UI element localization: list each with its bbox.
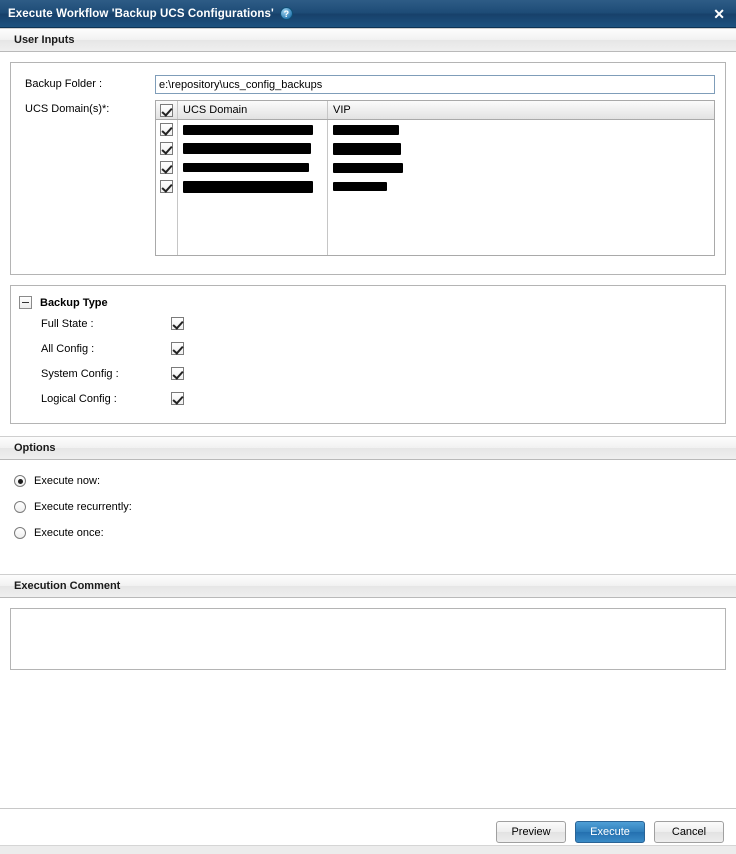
ucs-domains-label: UCS Domain(s)*: [25,103,110,115]
row-checkbox[interactable] [160,180,173,193]
backup-type-label: Logical Config : [41,392,117,405]
redacted-value [333,143,401,155]
minus-icon[interactable] [19,296,32,309]
user-inputs-header: User Inputs [0,28,736,52]
execute-once-label: Execute once: [34,527,104,539]
cell-ucs-domain[interactable] [178,177,327,196]
options-section [0,436,736,556]
close-icon[interactable]: ✕ [713,5,725,22]
redacted-value [183,163,309,172]
backup-folder-label: Backup Folder : [25,78,103,90]
options-header: Options [0,436,736,460]
grid-checkbox-column [156,120,178,255]
backup-type-item-all-config[interactable] [11,336,725,361]
all-config-checkbox[interactable] [171,342,184,355]
cell-ucs-domain[interactable] [178,120,327,139]
grid-header-row [156,101,714,120]
backup-type-title-row [11,294,725,311]
redacted-value [183,143,311,154]
row-checkbox[interactable] [160,142,173,155]
grid-vip-column [328,120,714,255]
full-state-checkbox[interactable] [171,317,184,330]
radio-execute-now[interactable] [0,468,736,494]
backup-type-item-logical-config[interactable] [11,386,725,411]
backup-type-label: All Config : [41,342,95,355]
table-row[interactable] [156,139,177,158]
cell-vip[interactable] [328,177,714,196]
help-icon[interactable]: ? [280,7,293,20]
radio-execute-once[interactable] [0,520,736,546]
grid-header-select-all-cell [156,101,178,119]
logical-config-checkbox[interactable] [171,392,184,405]
backup-type-title: Backup Type [40,296,108,309]
radio-execute-recurrently[interactable] [0,494,736,520]
cell-vip[interactable] [328,120,714,139]
backup-type-item-full-state[interactable] [11,311,725,336]
spacer-after-backup-type [0,424,736,436]
grid-domain-column [178,120,328,255]
redacted-value [333,182,387,191]
backup-type-label: Full State : [41,317,94,330]
window-title: Execute Workflow 'Backup UCS Configurations' [8,7,274,20]
execute-recurrently-radio[interactable] [14,501,26,513]
execution-comment-input[interactable] [10,608,726,670]
cell-ucs-domain[interactable] [178,158,327,177]
table-row[interactable] [156,177,177,196]
row-checkbox[interactable] [160,123,173,136]
options-body [0,460,736,556]
ucs-domain-grid[interactable] [155,100,715,256]
user-inputs-box [10,62,726,275]
execute-button[interactable]: Execute [575,821,645,843]
preview-button[interactable]: Preview [496,821,566,843]
table-row[interactable] [156,120,177,139]
table-row[interactable] [156,158,177,177]
backup-type-group [10,285,726,424]
redacted-value [333,163,403,173]
execution-comment-header: Execution Comment [0,574,736,598]
cell-vip[interactable] [328,158,714,177]
spacer-after-options [0,556,736,574]
redacted-value [183,125,313,135]
backup-type-item-system-config[interactable] [11,361,725,386]
execute-once-radio[interactable] [14,527,26,539]
grid-body [156,120,714,255]
grid-column-vip[interactable]: VIP [333,104,351,116]
user-inputs-body [0,52,736,285]
window-bottom-strip [0,845,736,854]
execute-now-radio[interactable] [14,475,26,487]
redacted-value [183,181,313,193]
user-inputs-section [0,28,736,285]
backup-folder-input[interactable] [155,75,715,94]
cancel-button[interactable]: Cancel [654,821,724,843]
execute-now-label: Execute now: [34,475,101,487]
redacted-value [333,125,399,135]
cell-vip[interactable] [328,139,714,158]
select-all-checkbox[interactable] [160,104,173,117]
execution-comment-section [0,574,736,670]
backup-folder-row [25,75,715,94]
grid-column-ucs-domain[interactable]: UCS Domain [178,101,328,119]
cell-ucs-domain[interactable] [178,139,327,158]
execute-recurrently-label: Execute recurrently: [34,501,132,513]
ucs-domains-row [25,100,715,256]
row-checkbox[interactable] [160,161,173,174]
system-config-checkbox[interactable] [171,367,184,380]
backup-type-label: System Config : [41,367,119,380]
window-title-bar [0,0,736,28]
